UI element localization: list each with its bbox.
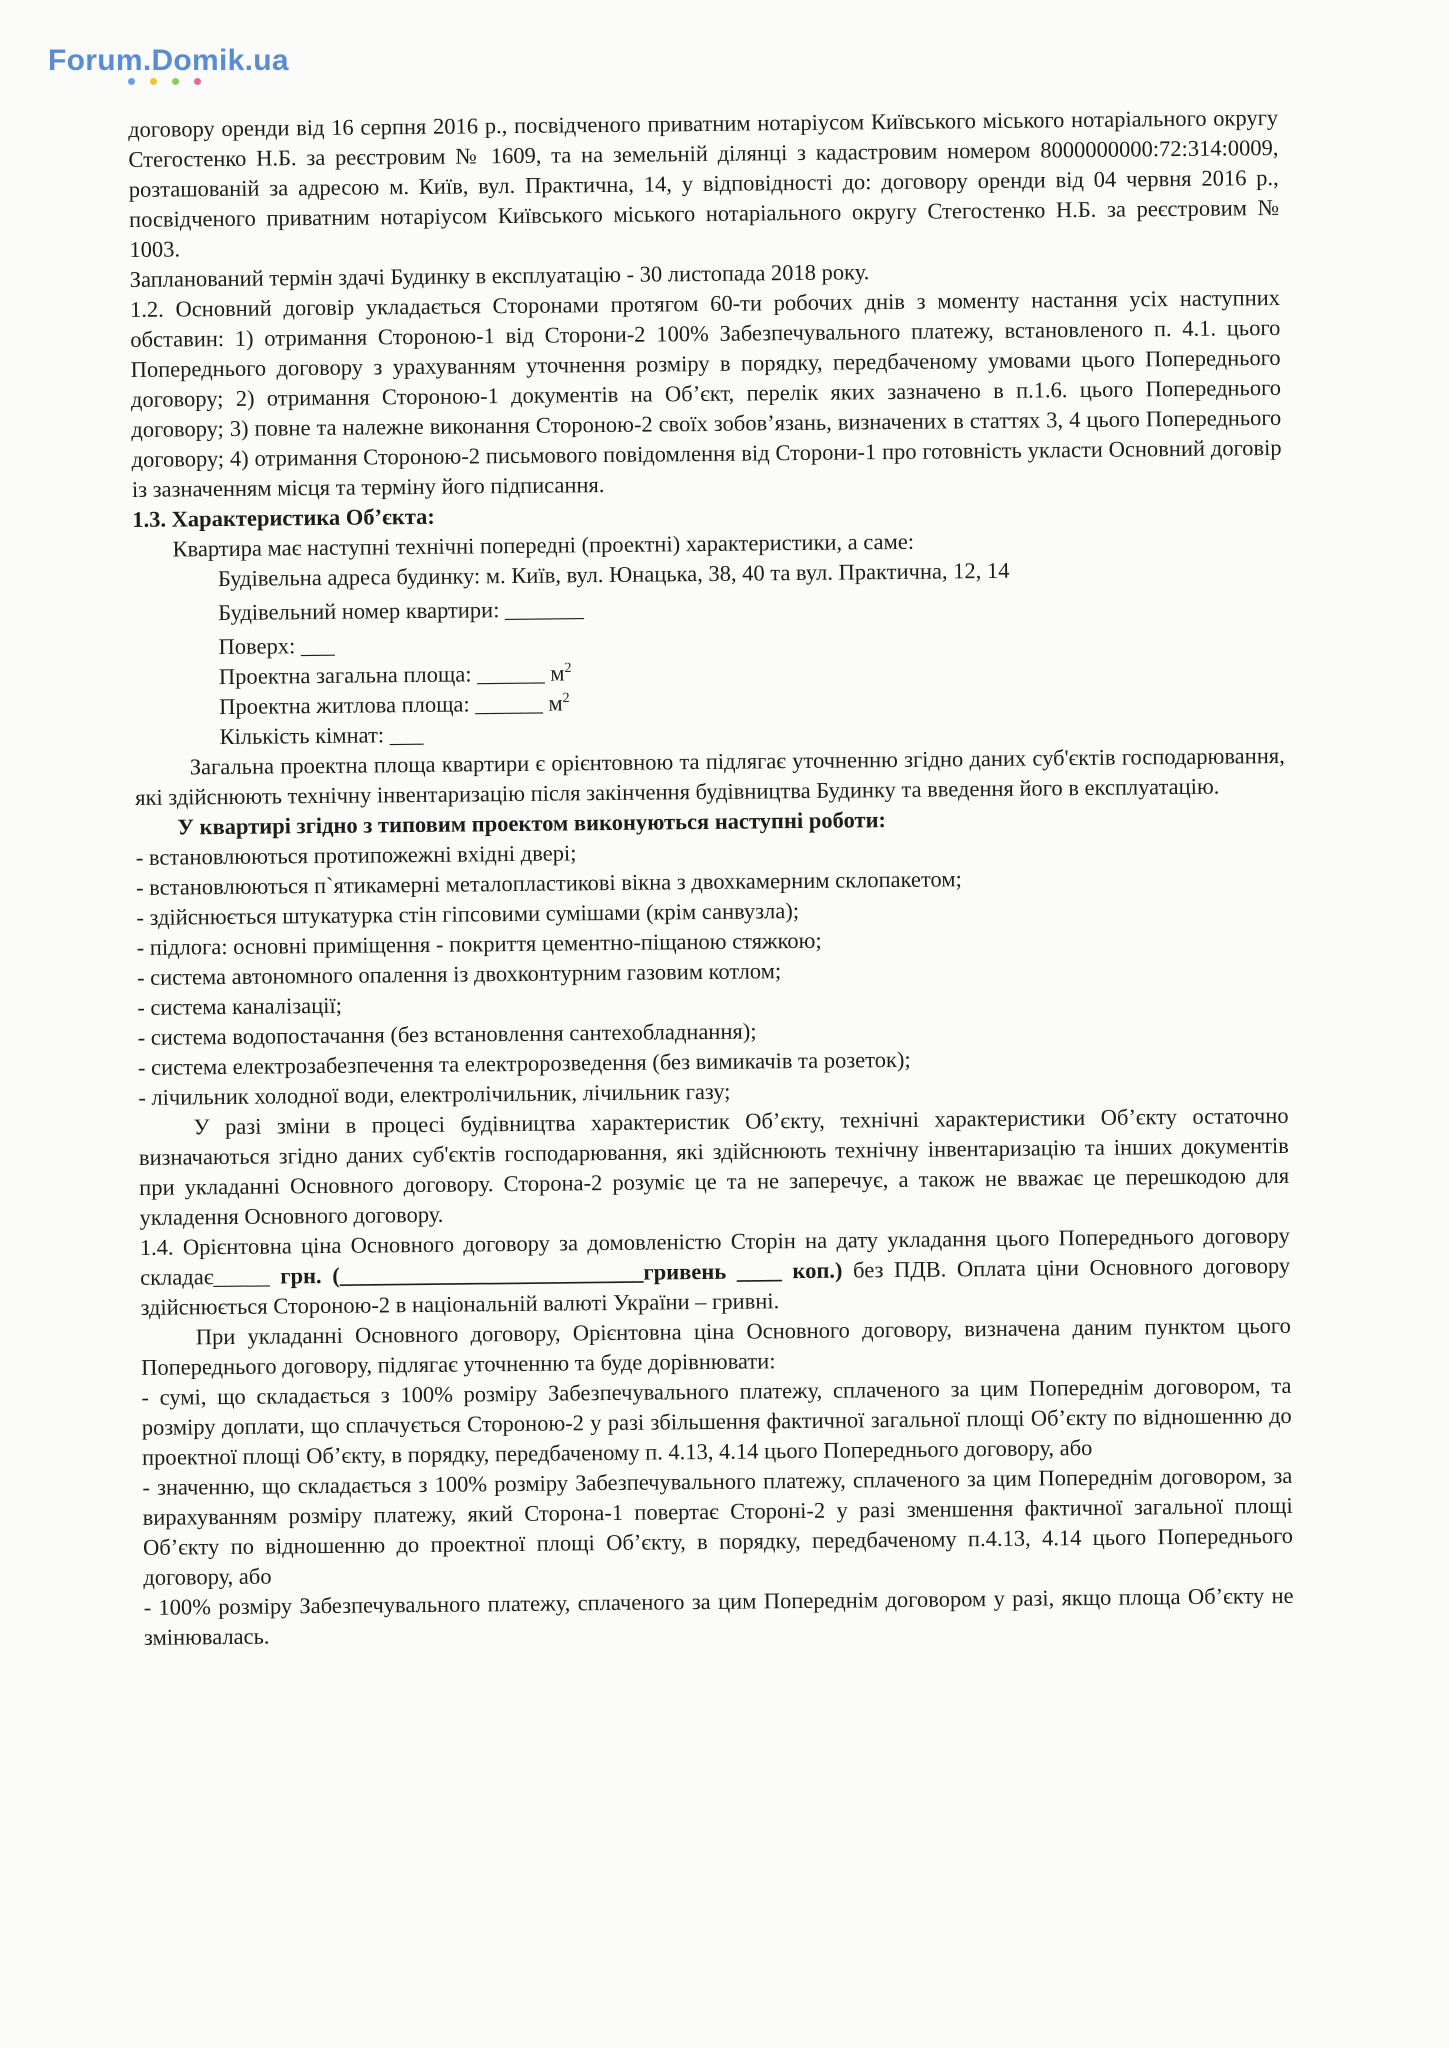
field-rooms: Кількість кімнат: ___ [219,721,424,750]
watermark-dots [128,78,218,88]
intro-1-3: Квартира має наступні технічні попередні (проектні) характеристики, а саме: [172,528,915,562]
watermark-text: Forum.Domik.ua [48,44,289,77]
field-address: Будівельна адреса будинку: м. Київ, вул. Юнацька, 38, 40 та вул. Практична, 12, 14 [217,557,1010,592]
document-page [128,103,1294,1653]
paragraph-lease: договору оренди від 16 серпня 2016 р., посвідченого приватним нотаріусом Київського міського нотаріального округу Стегостенко Н.Б. за реєстровим № 1609, та на земельній ділянці з кадастровим номером 8000000000:72:314:0009, розташованій за адресою м. Київ, вул. Практична, 14, у відповідності до: договору оренди від 04 червня 2016 р., посвідченого приватним нотаріусом Київського міського нотаріального округу Стегостенко Н.Б. за реєстровим № 1003. [128,104,1280,262]
paragraph-changes: У разі зміни в процесі будівництва характеристик Об’єкту, технічні характеристики Об’єкту остаточно визначаються згідно даних суб'єктів господарювання, які здійснюють технічну інвентаризацію та інших документів при укладанні Основного договору. Сторона-2 розуміє це та не заперечує, а також не вважає це перешкодою для укладення Основного договору. [138,1102,1290,1230]
paragraph-1-4-amount: грн. (___________________________гривень ____ коп.) [280,1257,843,1289]
works-list [136,831,1289,1113]
field-floor: Поверх: ___ [218,632,335,660]
list-item: - здійснюється штукатурка стін гіпсовими сумішами (крім санвузла); [136,898,800,930]
paragraph-price-intro: При укладанні Основного договору, Орієнтовна ціна Основного договору, визначена даним пунктом цього Попереднього договору, підлягає уточненню та буде дорівнювати: [140,1312,1291,1380]
price-option-1: - сумі, що складається з 100% розміру Забезпечувального платежу, сплаченого за цим Попереднім договором, та розміру доплати, що сплачується Стороною-2 у разі збільшення фактичної загальної площі Об’єкту по відношенню до проектної площі Об’єкту, в порядку, передбаченому п. 4.13, 4.14 цього Попереднього договору, або [141,1372,1292,1470]
price-option-2: - значенню, що складається з 100% розміру Забезпечувального платежу, сплаченого за цим Попереднім договором, за вирахуванням розміру платежу, який Сторона-1 повертає Стороні-2 у разі зменшення фактичної загальної площі Об’єкту по відношенню до проектної площі Об’єкту, в порядку, передбаченому п.4.13, 4.14 цього Попереднього договору, або [142,1462,1294,1590]
field-apartment-number: Будівельний номер квартири: _______ [218,596,584,626]
area-unit-superscript: 2 [562,690,570,706]
watermark-dot [172,78,179,85]
list-item: - встановлюються протипожежні вхідні двері; [135,840,577,870]
list-item: - система електрозабезпечення та електророзведення (без вимикачів та розеток); [137,1046,911,1080]
field-living-area-label: Проектна житлова площа: ______ м [219,690,563,720]
area-unit-superscript: 2 [564,660,572,676]
watermark-dot [128,78,135,85]
paragraph-area-note: Загальна проектна площа квартири є орієнтовною та підлягає уточненню згідно даних суб'єктів господарювання, які здійснюють технічну інвентаризацію після закінчення будівництва Будинку та введення його в експлуатацію. [135,742,1285,810]
field-total-area-label: Проектна загальна площа: ______ м [218,660,565,690]
watermark-dot [194,78,201,85]
heading-1-3: 1.3. Характеристика Об’єкта: [132,503,435,532]
list-item: - система водопостачання (без встановлення сантехобладнання); [137,1018,757,1050]
paragraph-1-2: 1.2. Основний договір укладається Сторонами протягом 60-ти робочих днів з моменту настання усіх наступних обставин: 1) отримання Стороною-1 від Сторони-2 100% Забезпечувального платежу, встановленого п. 4.1. цього Попереднього договору з урахуванням уточнення розміру в порядку, передбаченому умовами цього Попереднього договору; 2) отримання Стороною-1 документів на Об’єкт, перелік яких зазначено в п.1.6. цього Попереднього договору; 3) повне та належне виконання Стороною-2 своїх зобов’язань, визначених в статтях 3, 4 цього Попереднього договору; 4) отримання Стороною-2 письмового повідомлення від Сторони-1 про готовність укласти Основний договір із зазначенням місця та терміну його підписання. [129,284,1282,502]
works-heading: У квартирі згідно з типовим проектом виконуються наступні роботи: [177,807,887,840]
paragraph-1-4-end: без ПДВ. Оплата ціни Основного договору здійснюється Стороною-2 в національній валюті України – гривні. [140,1252,1291,1320]
list-item: - лічильник холодної води, електролічильник, лічильник газу; [138,1078,731,1110]
watermark-dot [150,78,157,85]
watermark-logo [48,44,289,78]
list-item: - система автономного опалення із двохконтурним газовим котлом; [136,958,782,990]
paragraph-1-4-start: 1.4. Орієнтовна ціна Основного договору за домовленістю Сторін на дату укладання цього Попереднього договору складає_____ [139,1222,1290,1290]
list-item: - встановлюються п`ятикамерні металопластикові вікна з двохкамерним склопакетом; [135,866,962,900]
price-option-3: - 100% розміру Забезпечувального платежу, сплаченого за цим Попереднім договором у разі, якщо площа Об’єкту не змінювалась. [143,1582,1294,1650]
list-item: - система каналізації; [137,992,343,1020]
list-item: - підлога: основні приміщення - покриття цементно-піщаною стяжкою; [136,927,822,960]
paragraph-completion-date: Запланований термін здачі Будинку в експлуатацію - 30 листопада 2018 року. [129,259,870,292]
paragraph-1-4 [140,1221,1291,1323]
